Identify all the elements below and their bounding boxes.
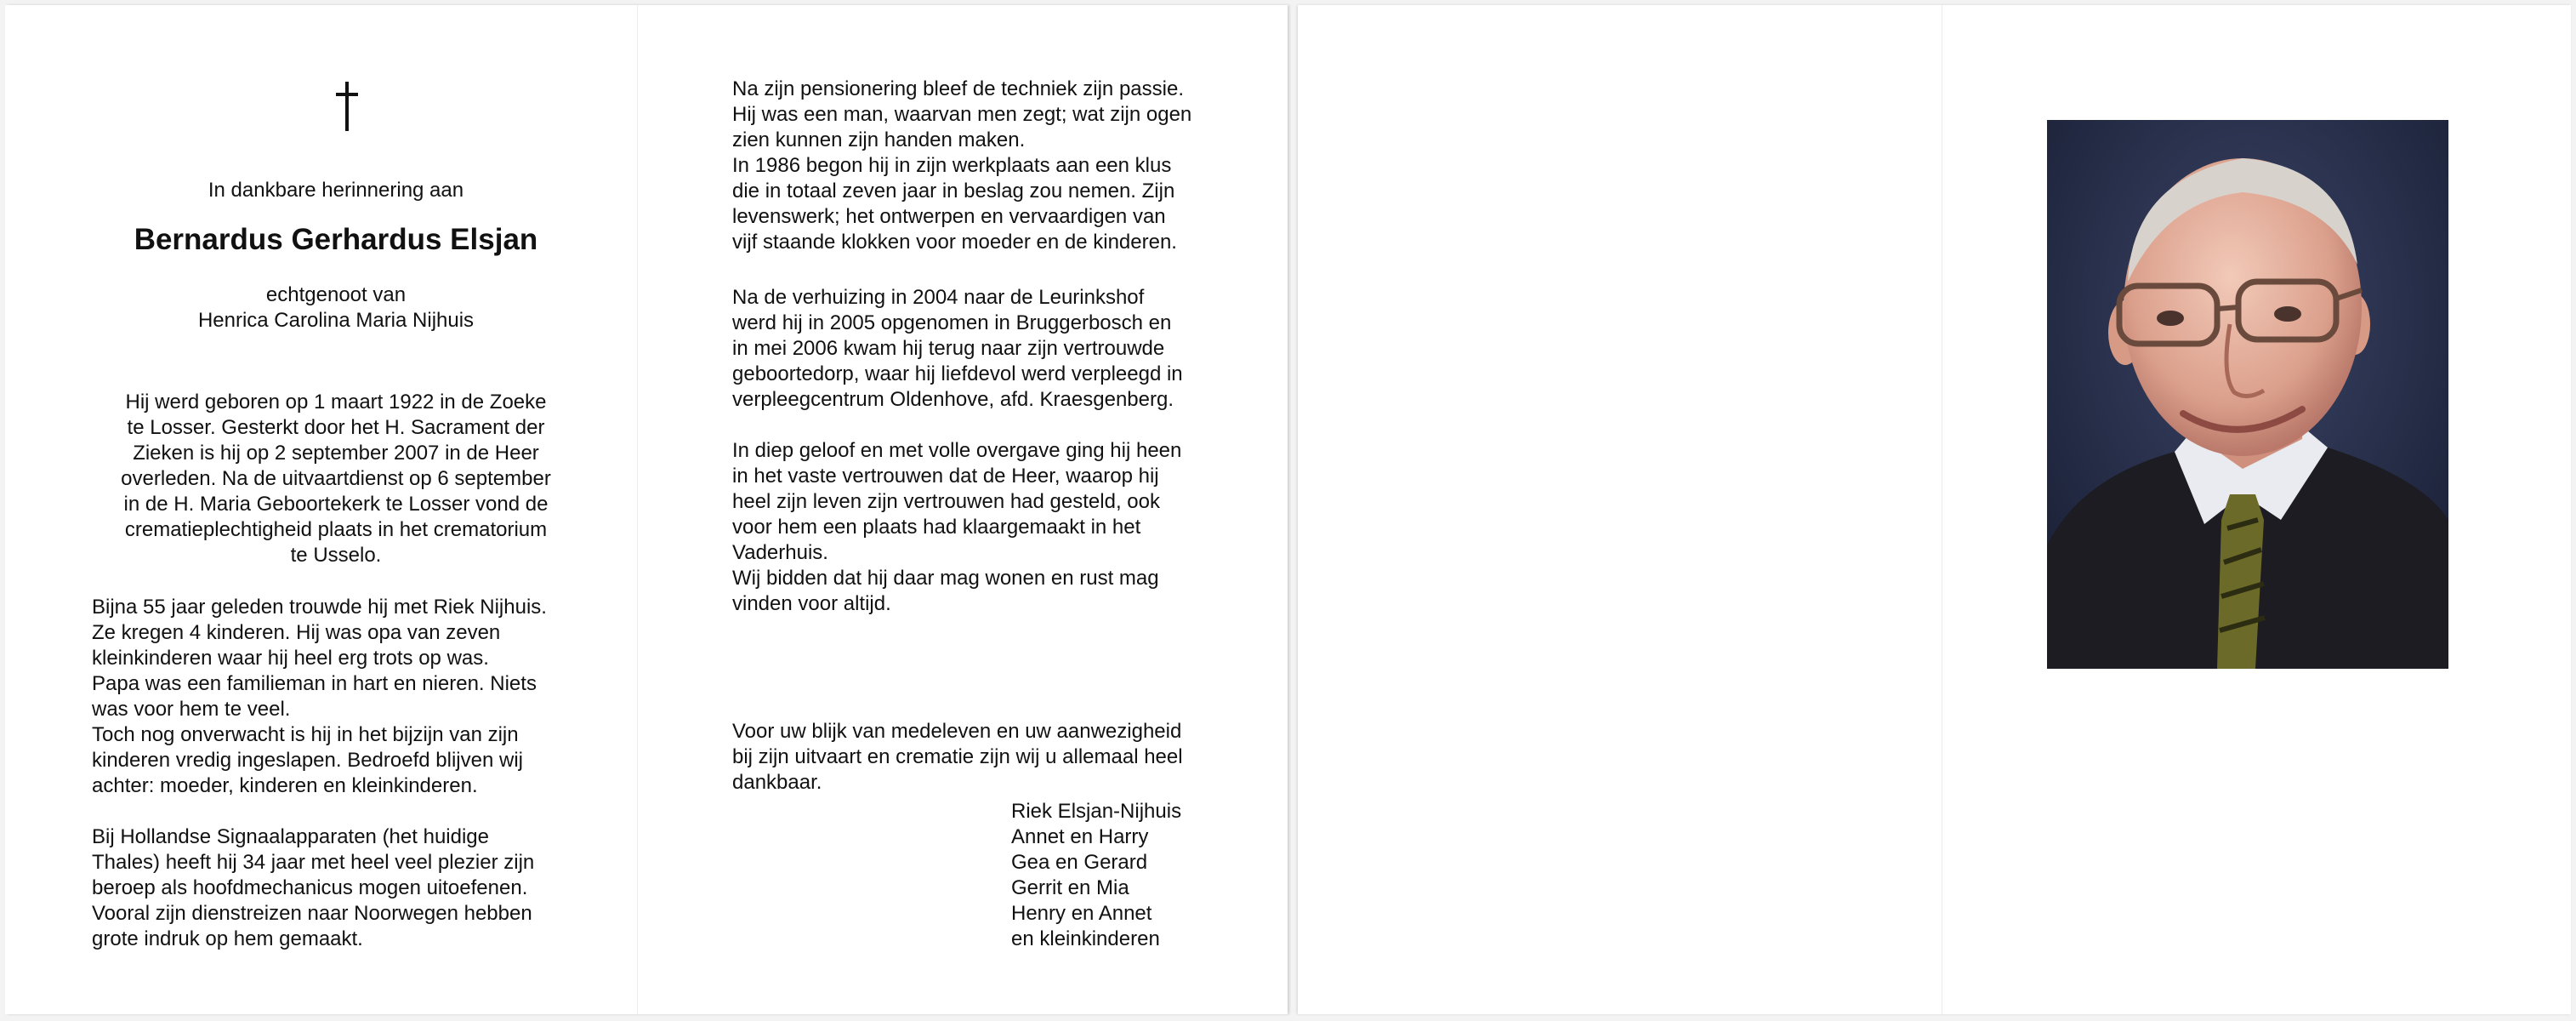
text-line: In diep geloof en met volle overgave ging hij heen	[732, 439, 1182, 462]
text-line: Bij Hollandse Signaalapparaten (het huidige	[92, 825, 489, 848]
text-line: crematieplechtigheid plaats in het crematorium	[124, 518, 548, 541]
retirement-paragraph	[732, 77, 1220, 255]
text-line: in mei 2006 kwam hij terug naar zijn vertrouwde	[732, 337, 1165, 360]
career-paragraph	[92, 824, 582, 952]
text-line: Voor uw blijk van medeleven en uw aanwezigheid	[732, 720, 1182, 743]
signature-line: Henry en Annet	[1011, 902, 1152, 925]
text-line: beroep als hoofdmechanicus mogen uitoefenen.	[92, 876, 528, 899]
text-line: Toch nog onverwacht is hij in het bijzijn van zijn	[92, 723, 519, 746]
text-line: Thales) heeft hij 34 jaar met heel veel plezier zijn	[92, 851, 535, 874]
cross-icon	[336, 82, 358, 131]
thanks-paragraph	[732, 719, 1220, 796]
text-line: kleinkinderen waar hij heel erg trots op was.	[92, 647, 489, 670]
signature-line: Riek Elsjan-Nijhuis	[1011, 800, 1182, 823]
deceased-name: Bernardus Gerhardus Elsjan	[134, 223, 538, 256]
family-signatures	[1011, 799, 1181, 952]
signature-line: Gerrit en Mia	[1011, 876, 1129, 899]
text-line: Vooral zijn dienstreizen naar Noorwegen hebben	[92, 902, 532, 925]
spouse-name: Henrica Carolina Maria Nijhuis	[197, 309, 475, 332]
text-line: geboortedorp, waar hij liefdevol werd verpleegd in	[732, 362, 1183, 385]
text-line: die in totaal zeven jaar in beslag zou nemen. Zijn	[732, 180, 1175, 202]
text-line: vijf staande klokken voor moeder en de kinderen.	[732, 231, 1177, 254]
text-line: werd hij in 2005 opgenomen in Bruggerbosch en	[732, 311, 1172, 334]
text-line: levenswerk; het ontwerpen en vervaardigen van	[732, 205, 1166, 228]
faith-paragraph	[732, 438, 1220, 617]
text-line: bij zijn uitvaart en crematie zijn wij u allemaal heel	[732, 745, 1183, 768]
text-line: Ze kregen 4 kinderen. Hij was opa van zeven	[92, 621, 501, 644]
text-line: verpleegcentrum Oldenhove, afd. Kraesgenberg.	[732, 388, 1174, 411]
fold-line	[637, 5, 638, 1014]
memorial-card-inside	[5, 5, 1288, 1014]
text-line: voor hem een plaats had klaargemaakt in het	[732, 516, 1141, 539]
care-paragraph	[732, 285, 1220, 413]
text-line: achter: moeder, kinderen en kleinkinderen.	[92, 774, 478, 797]
signature-line: Annet en Harry	[1011, 825, 1149, 848]
text-line: zien kunnen zijn handen maken.	[732, 128, 1026, 151]
text-line: Wij bidden dat hij daar mag wonen en rust mag	[732, 567, 1159, 590]
portrait-photo	[2047, 120, 2448, 669]
text-line: te Usselo.	[290, 544, 382, 567]
family-paragraph	[92, 595, 582, 799]
text-line: grote indruk op hem gemaakt.	[92, 927, 363, 950]
text-line: Vaderhuis.	[732, 541, 828, 564]
text-line: in het vaste vertrouwen dat de Heer, waarop hij	[732, 465, 1159, 488]
text-line: Papa was een familieman in hart en nieren. Niets	[92, 672, 537, 695]
text-line: kinderen vredig ingeslapen. Bedroefd blijven wij	[92, 749, 523, 772]
text-line: Hij werd geboren op 1 maart 1922 in de Zoeke	[125, 391, 547, 414]
text-line: heel zijn leven zijn vertrouwen had gesteld, ook	[732, 490, 1160, 513]
text-line: vinden voor altijd.	[732, 592, 891, 615]
spouse-label: echtgenoot van	[265, 283, 407, 306]
text-line: Zieken is hij op 2 september 2007 in de Heer	[133, 442, 539, 465]
signature-line: Gea en Gerard	[1011, 851, 1148, 874]
text-line: dankbaar.	[732, 771, 822, 794]
text-line: in de H. Maria Geboortekerk te Losser vond de	[123, 493, 549, 516]
text-line: te Losser. Gesterkt door het H. Sacrament der	[127, 416, 545, 439]
biography-text	[90, 390, 582, 568]
text-line: Bijna 55 jaar geleden trouwde hij met Riek Nijhuis.	[92, 596, 547, 619]
text-line: In 1986 begon hij in zijn werkplaats aan een klus	[732, 154, 1172, 177]
text-line: overleden. Na de uitvaartdienst op 6 september	[121, 467, 551, 490]
text-line: Na de verhuizing in 2004 naar de Leurinkshof	[732, 286, 1145, 309]
signature-line: en kleinkinderen	[1011, 927, 1160, 950]
text-line: Hij was een man, waarvan men zegt; wat zijn ogen	[732, 103, 1192, 126]
text-line: was voor hem te veel.	[92, 698, 291, 721]
intro-text: In dankbare herinnering aan	[208, 179, 464, 202]
text-line: Na zijn pensionering bleef de techniek zijn passie.	[732, 77, 1184, 100]
